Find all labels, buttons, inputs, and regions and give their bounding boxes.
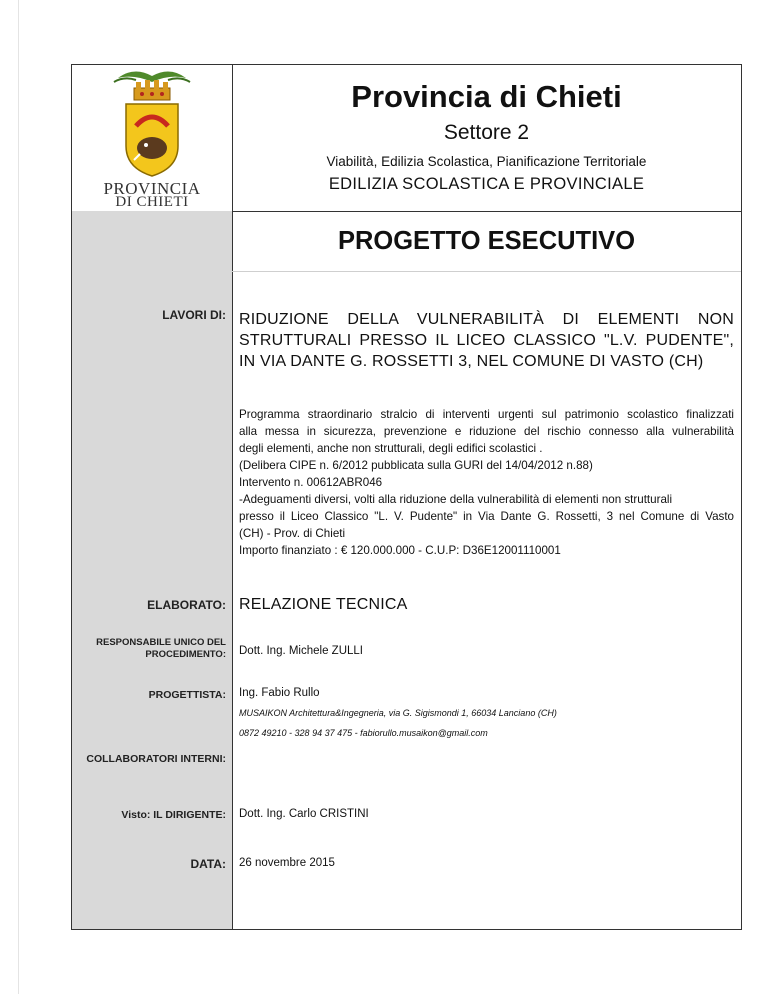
label-collaboratori: COLLABORATORI INTERNI: <box>86 753 226 765</box>
org-description: Viabilità, Edilizia Scolastica, Pianificazione Territoriale <box>326 154 647 169</box>
elaborato-text: RELAZIONE TECNICA <box>239 596 408 613</box>
programma-line: (CH) - Prov. di Chieti <box>239 527 346 540</box>
project-type: PROGETTO ESECUTIVO <box>337 227 636 255</box>
org-department: EDILIZIA SCOLASTICA E PROVINCIALE <box>328 175 645 193</box>
responsabile-text: Dott. Ing. Michele ZULLI <box>239 645 363 657</box>
label-data: DATA: <box>190 857 226 871</box>
label-responsabile-line2: PROCEDIMENTO: <box>145 649 226 660</box>
progettista-firm: MUSAIKON Architettura&Ingegneria, via G. Sigismondi 1, 66034 Lanciano (CH) <box>239 708 557 718</box>
programma-line: degli elementi, anche non strutturali, degli edifici scolastici . <box>239 442 543 455</box>
label-lavori: LAVORI DI: <box>162 308 226 322</box>
programma-line: Programma straordinario stralcio di interventi urgenti sul patrimonio scolastico finalizzati <box>239 408 734 421</box>
org-title: Provincia di Chieti <box>351 79 622 114</box>
logo-word-provincia: PROVINCIA <box>103 179 201 198</box>
header <box>72 65 741 212</box>
programma-line: -Adeguamenti diversi, volti alla riduzione della vulnerabilità di elementi non strutturali <box>239 493 673 506</box>
programma-line: Importo finanziato : € 120.000.000 - C.U.P: D36E12001110001 <box>239 544 561 557</box>
label-visto: Visto: IL DIRIGENTE: <box>121 809 226 821</box>
programma-line: alla messa in sicurezza, prevenzione e riduzione del rischio connesso alla vulnerabilità <box>239 425 734 438</box>
progettista-contact: 0872 49210 - 328 94 37 475 - fabiorullo.musaikon@gmail.com <box>239 728 488 738</box>
progettista-name: Ing. Fabio Rullo <box>239 687 320 699</box>
coat-of-arms-icon <box>112 68 192 180</box>
programma-line: Intervento n. 00612ABR046 <box>239 476 383 489</box>
org-sector: Settore 2 <box>443 121 530 144</box>
programma-line: (Delibera CIPE n. 6/2012 pubblicata sulla GURI del 14/04/2012 n.88) <box>239 459 593 472</box>
visto-text: Dott. Ing. Carlo CRISTINI <box>239 808 369 820</box>
programma-line: presso il Liceo Classico "L. V. Pudente" in Via Dante G. Rossetti, 3 nel Comune di Vasto <box>239 510 734 523</box>
cover-frame <box>71 64 742 930</box>
programma-block <box>239 406 734 559</box>
logo-box <box>72 65 233 211</box>
label-responsabile <box>76 637 226 661</box>
logo-word-chieti: DI CHIETI <box>115 194 189 210</box>
date-text: 26 novembre 2015 <box>239 857 335 869</box>
divider <box>232 271 741 272</box>
label-elaborato: ELABORATO: <box>147 598 226 612</box>
page-edge <box>18 0 19 994</box>
label-responsabile-line1: RESPONSABILE UNICO DEL <box>96 637 226 648</box>
lavori-text: RIDUZIONE DELLA VULNERABILITÀ DI ELEMENTI NON STRUTTURALI PRESSO IL LICEO CLASSICO "L.V. PUDENTE", IN VIA DANTE G. ROSSETTI 3, NEL COMUNE DI VASTO (CH) <box>239 311 734 370</box>
label-progettista: PROGETTISTA: <box>148 689 226 701</box>
